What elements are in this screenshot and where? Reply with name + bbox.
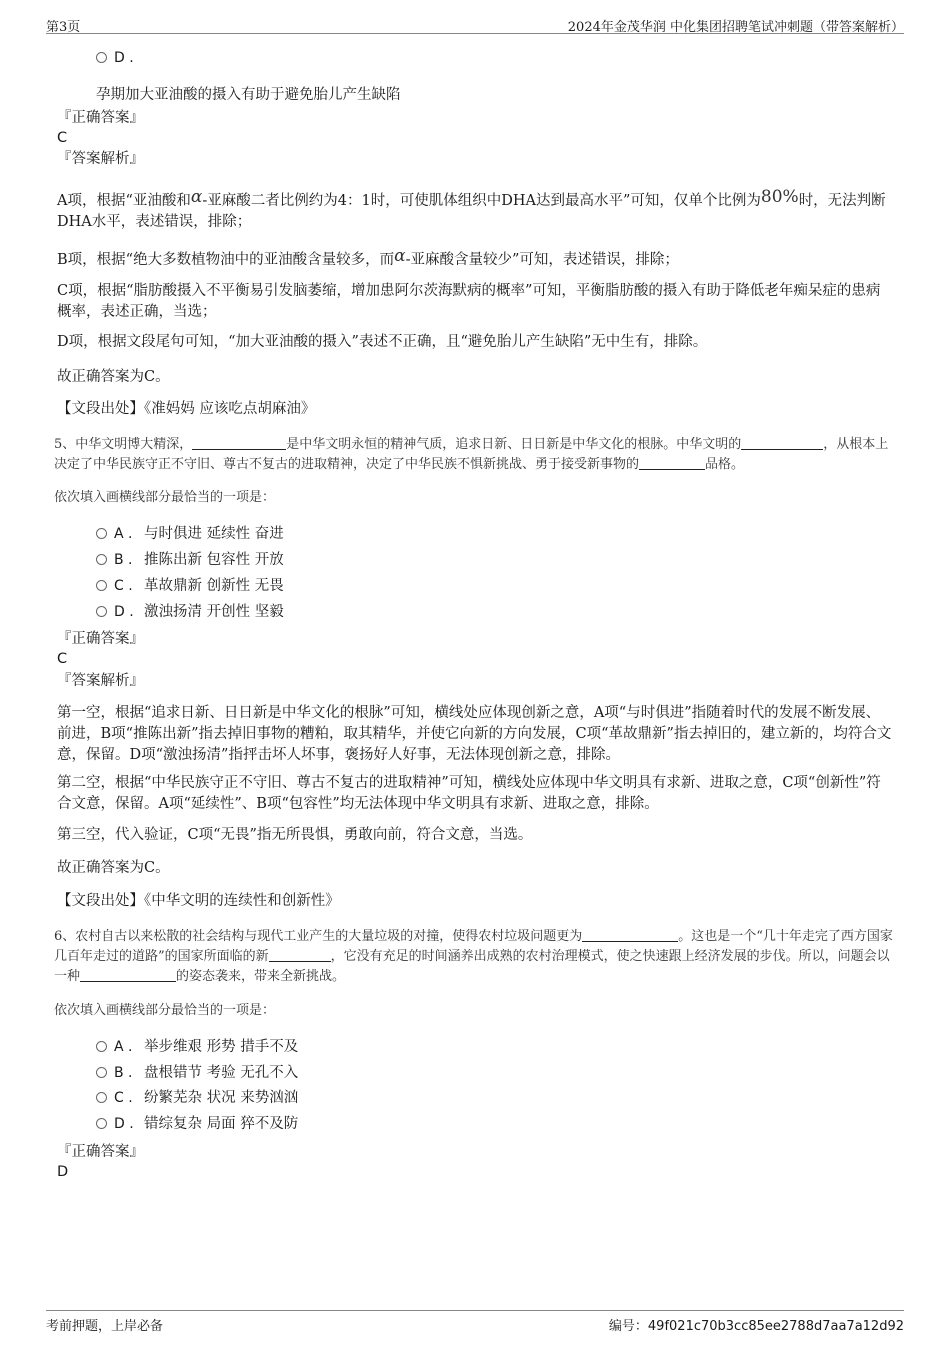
q4-conclusion: 故正确答案为C。 xyxy=(57,369,170,385)
q5-analysis-p2: 第二空，根据“中华民族守正不守旧、尊古不复古的进取精神”可知，横线处应体现中华文明具有求新、进取之意，C项“创新性”符合文意，保留。A项“延续性”、B项“包容性”均无法体现中华文明具有求新、进取之意，排除。 xyxy=(57,775,881,812)
blank xyxy=(269,949,331,962)
q5-option-b[interactable]: B . 推陈出新 包容性 开放 xyxy=(96,550,284,570)
q4-analysis-a: A项，根据“亚油酸和α-亚麻酸二者比例约为4：1时，可使肌体组织中DHA达到最高水平”可知，仅单个比例为80%时，无法判断DHA水平，表述错误，排除； xyxy=(57,187,886,230)
page-footer xyxy=(46,1310,904,1332)
q4-option-d[interactable]: D . xyxy=(96,48,144,68)
q5-source: 【文段出处】《中华文明的连续性和创新性》 xyxy=(57,893,340,909)
q5-analysis-p3: 第三空，代入验证，C项“无畏”指无所畏惧，勇敢向前，符合文意，当选。 xyxy=(57,827,533,843)
q6-option-b[interactable]: B . 盘根错节 考验 无孔不入 xyxy=(96,1063,298,1083)
page-header xyxy=(46,14,904,34)
q4-analysis-d: D项，根据文段尾句可知，“加大亚油酸的摄入”表述不正确，且“避免胎儿产生缺陷”无中生有，排除。 xyxy=(57,334,708,350)
radio-icon[interactable] xyxy=(96,52,107,63)
page-number: 第3页 xyxy=(46,20,81,35)
q5-option-c[interactable]: C . 革故鼎新 创新性 无畏 xyxy=(96,576,284,596)
radio-icon[interactable] xyxy=(96,580,107,591)
q5-analysis-p1: 第一空，根据“追求日新、日日新是中华文化的根脉”可知，横线处应体现创新之意，A项“与时俱进”指随着时代的发展不断发展、前进，B项“推陈出新”指去掉旧事物的糟粕，取其精华，并使它向新的方向发展，C项“革故鼎新”指去掉旧的，建立新的，均符合文意，保留。D项“激浊扬清”指抨击坏人坏事，褒扬好人好事，无法体现创新之意，排除。 xyxy=(57,705,892,763)
q6-answer: D xyxy=(57,1164,69,1180)
blank xyxy=(80,969,176,982)
alpha-symbol: α xyxy=(394,246,406,266)
q4-analysis-c: C项，根据“脂肪酸摄入不平衡易引发脑萎缩，增加患阿尔茨海默病的概率”可知，平衡脂肪酸的摄入有助于降低老年痴呆症的患病概率，表述正确，当选； xyxy=(57,283,881,320)
footer-slogan: 考前押题，上岸必备 xyxy=(46,1319,164,1334)
q6-answer-label: 『正确答案』 xyxy=(57,1144,144,1160)
radio-icon[interactable] xyxy=(96,1041,107,1052)
blank xyxy=(582,929,678,942)
q6-option-a[interactable]: A . 举步维艰 形势 措手不及 xyxy=(96,1037,298,1057)
radio-icon[interactable] xyxy=(96,1092,107,1103)
alpha-symbol: α xyxy=(190,187,203,207)
q4-source: 【文段出处】《准妈妈 应该吃点胡麻油》 xyxy=(57,401,316,417)
q4-analysis-b: B项，根据“绝大多数植物油中的亚油酸含量较多，而α-亚麻酸含量较少”可知，表述错误，排除； xyxy=(57,246,679,268)
q5-option-a[interactable]: A . 与时俱进 延续性 奋进 xyxy=(96,524,284,544)
q6-option-c[interactable]: C . 纷繁芜杂 状况 来势汹汹 xyxy=(96,1088,298,1108)
q5-conclusion: 故正确答案为C。 xyxy=(57,860,170,876)
radio-icon[interactable] xyxy=(96,1118,107,1129)
blank xyxy=(741,437,823,450)
radio-icon[interactable] xyxy=(96,1067,107,1078)
q5-prompt: 依次填入画横线部分最恰当的一项是： xyxy=(54,490,276,505)
radio-icon[interactable] xyxy=(96,528,107,539)
radio-icon[interactable] xyxy=(96,554,107,565)
q4-analysis-label: 『答案解析』 xyxy=(57,151,144,167)
q5-analysis-label: 『答案解析』 xyxy=(57,673,144,689)
q6-prompt: 依次填入画横线部分最恰当的一项是： xyxy=(54,1003,276,1018)
radio-icon[interactable] xyxy=(96,606,107,617)
document-title: 2024年金茂华润 中化集团招聘笔试冲刺题（带答案解析） xyxy=(567,20,904,35)
q6-stem: 6、农村自古以来松散的社会结构与现代工业产生的大量垃圾的对撞，使得农村垃圾问题更为 。这也是一个“几十年走完了西方国家几百年走过的道路”的国家所面临的新 ，它没有充足的时间涵养出成熟的农村治理模式，使之快速跟上经济发展的步伐。所以，问题会以一种 的姿态袭来，带来全新挑战。 xyxy=(54,929,893,984)
footer-code: 编号：49f021c70b3cc85ee2788d7aa7a12d92 xyxy=(608,1319,904,1334)
q4-option-d-text: 孕期加大亚油酸的摄入有助于避免胎儿产生缺陷 xyxy=(96,87,401,103)
percent-value: 80% xyxy=(760,187,799,207)
q5-stem: 5、中华文明博大精深， 是中华文明永恒的精神气质，追求日新、日日新是中华文化的根脉。中华文明的 ，从根本上决定了中华民族守正不守旧、尊古不复古的进取精神，决定了中华民族不惧新挑战、勇于接受新事物的 品格。 xyxy=(54,437,889,472)
blank xyxy=(192,437,286,450)
blank xyxy=(639,457,705,470)
q6-option-d[interactable]: D . 错综复杂 局面 猝不及防 xyxy=(96,1114,298,1134)
q4-answer: C xyxy=(57,130,68,146)
q4-answer-label: 『正确答案』 xyxy=(57,110,144,126)
q5-answer-label: 『正确答案』 xyxy=(57,631,144,647)
q5-option-d[interactable]: D . 激浊扬清 开创性 坚毅 xyxy=(96,602,284,622)
q5-answer: C xyxy=(57,651,68,667)
